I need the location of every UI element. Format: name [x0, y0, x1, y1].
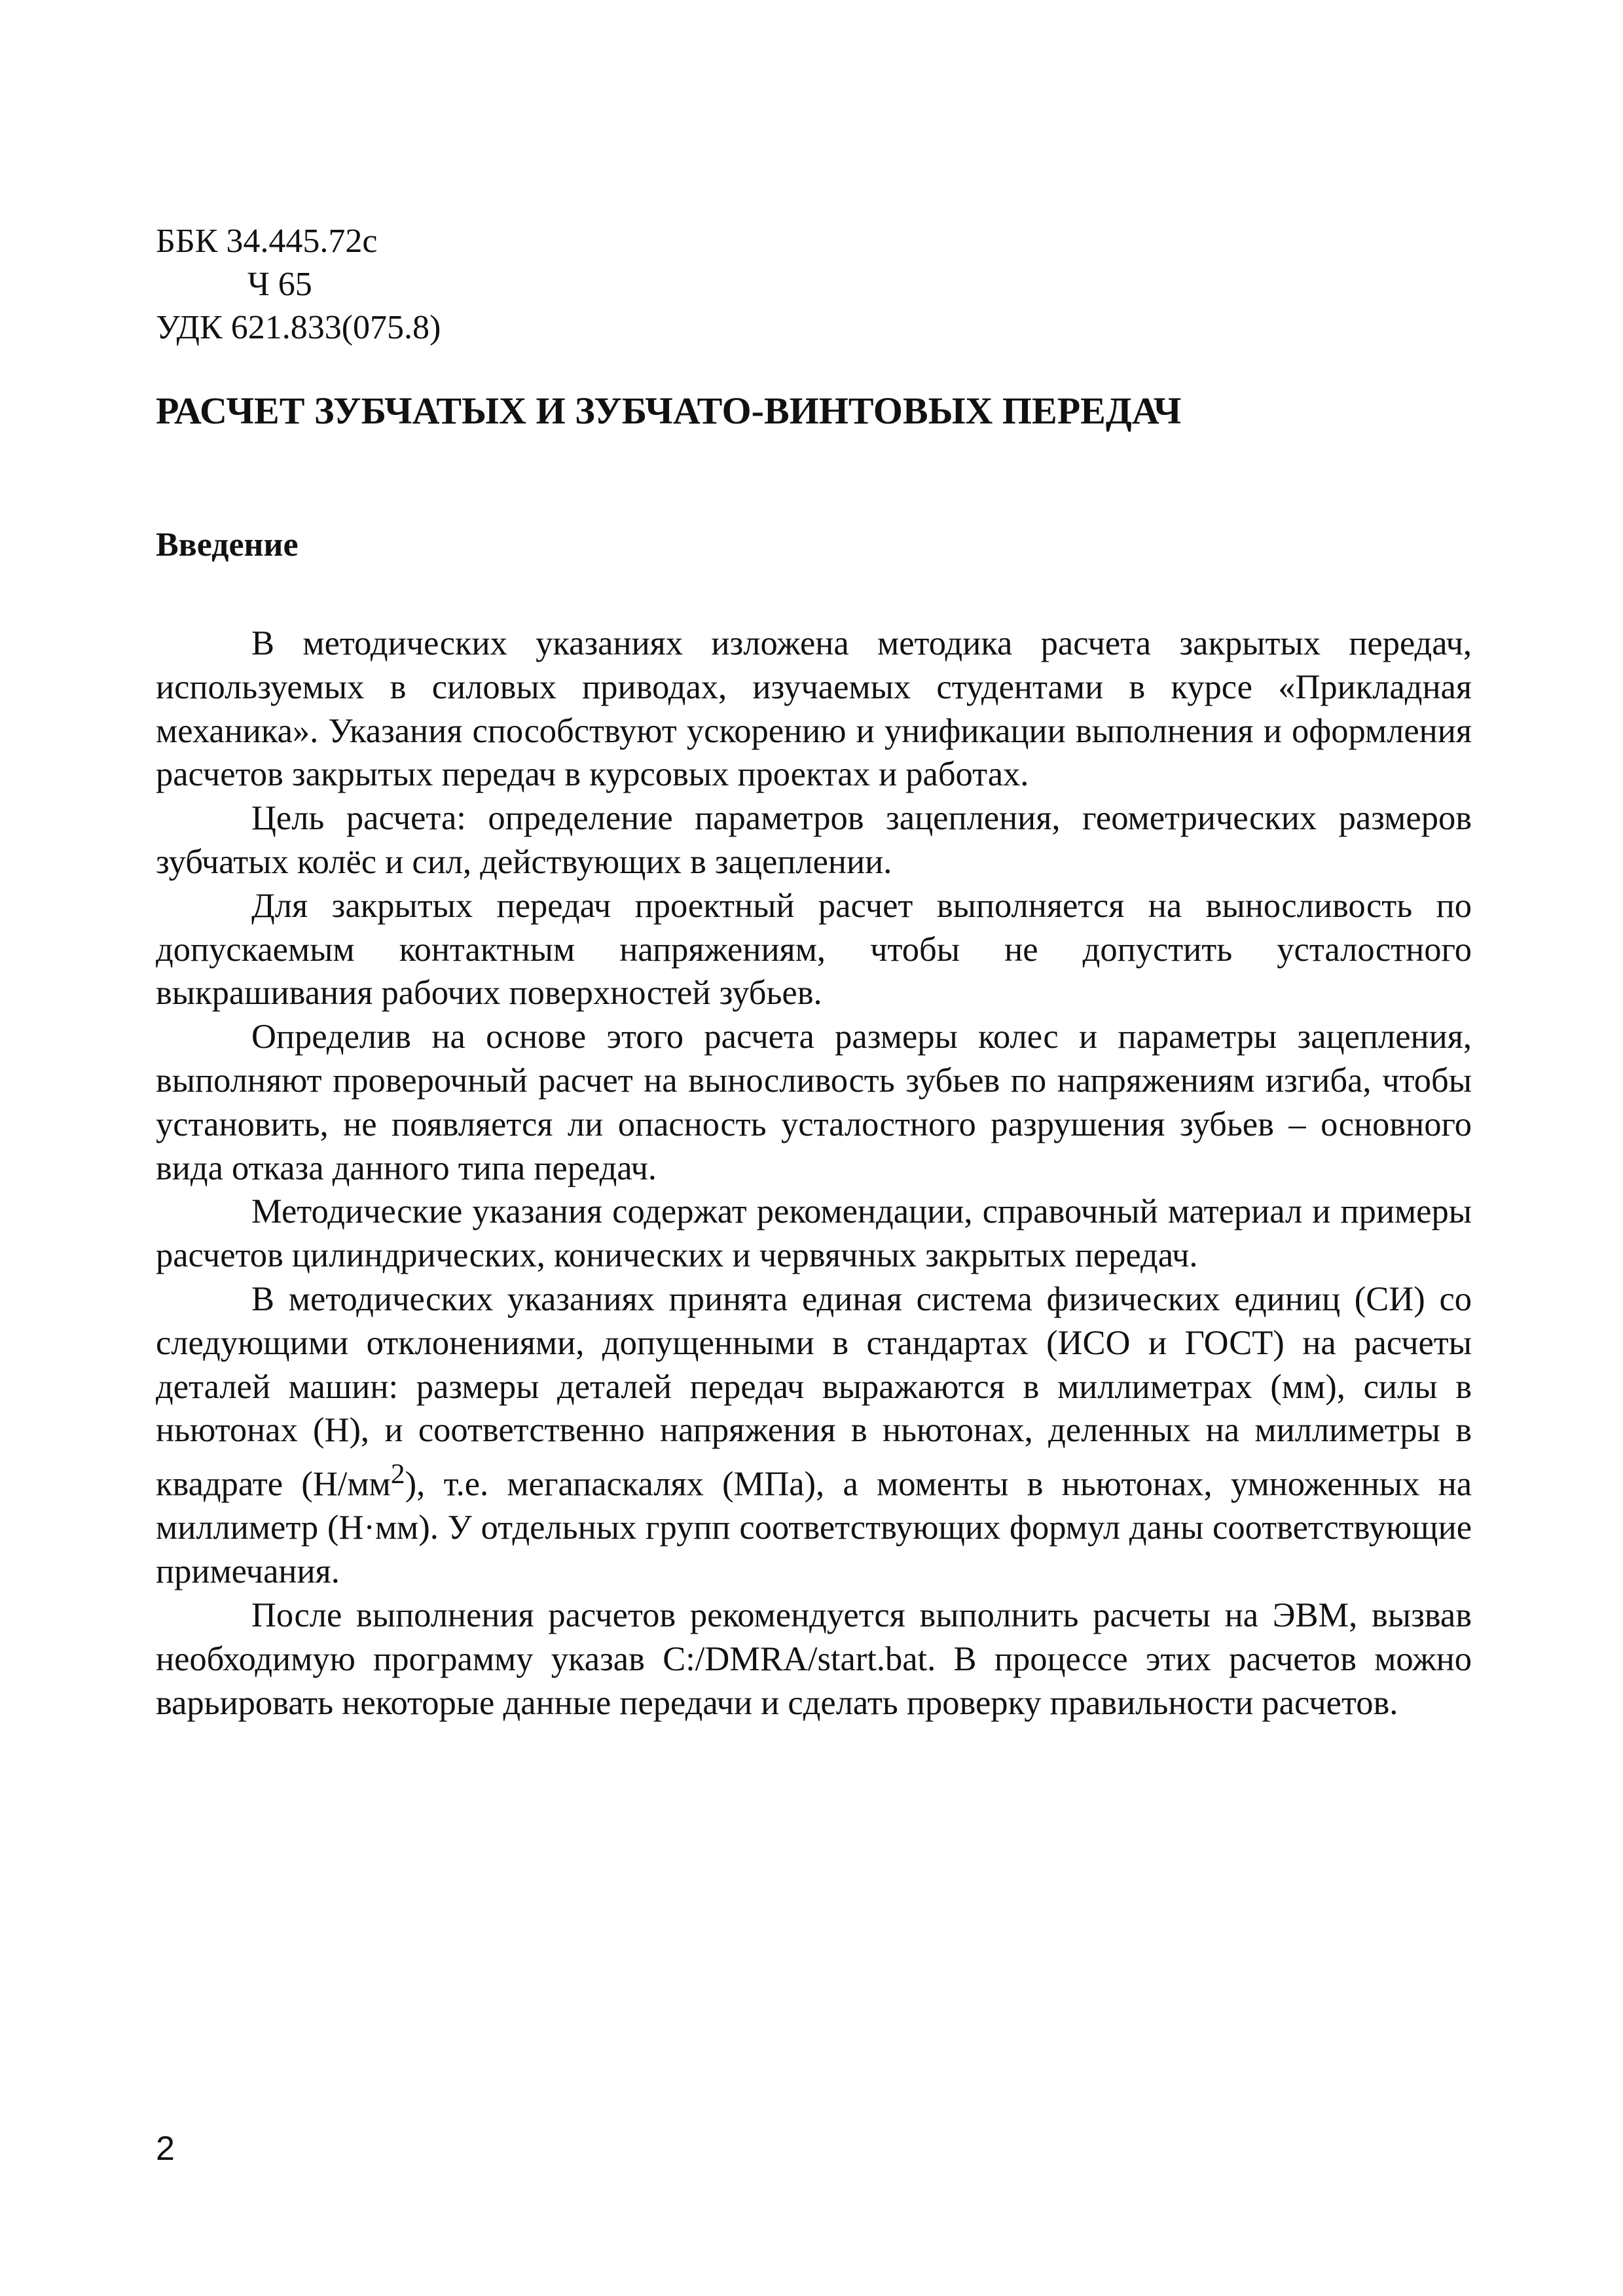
paragraph: Цель расчета: определение параметров зацепления, геометрических размеров зубчатых колёс и сил, действующих в зацеплении. [156, 799, 1472, 881]
paragraph: После выполнения расчетов рекомендуется выполнить расчеты на ЭВМ, вызвав необходимую программу указав C:/DMRA/start.bat. В процессе этих расчетов можно варьировать некоторые данные передачи и сделать проверку правильности расчетов. [156, 1596, 1472, 1722]
units-text-start: В методических указаниях принята единая система физических единиц (СИ) со следующими отклонениями, допущенными в стандартах (ИСО и ГОСТ) на расчеты деталей машин: размеры деталей передач выражаются в миллиметрах (мм), силы в ньютонах (Н), и соответственно напряжения в ньютонах, деленных на миллиметры в квадрате (Н/мм [156, 1280, 1472, 1503]
author-mark: Ч 65 [247, 266, 312, 303]
document-title: РАСЧЕТ ЗУБЧАТЫХ И ЗУБЧАТО-ВИНТОВЫХ ПЕРЕДАЧ [156, 389, 1182, 432]
units-text-end: ), т.е. мегапаскалях (МПа), а моменты в ньютонах, умноженных на миллиметр (Н·мм). У отдельных групп соответствующих формул даны соответствующие примечания. [156, 1465, 1472, 1591]
paragraph: Для закрытых передач проектный расчет выполняется на выносливость по допускаемым контактным напряжениям, чтобы не допустить усталостного выкрашивания рабочих поверхностей зубьев. [156, 886, 1472, 1013]
paragraph: В методических указаниях изложена методика расчета закрытых передач, используемых в силовых приводах, изучаемых студентами в курсе «Прикладная механика». Указания способствуют ускорению и унификации выполнения и оформления расчетов закрытых передач в курсовых проектах и работах. [156, 624, 1472, 794]
section-body [156, 622, 1472, 1725]
section-heading: Введение [156, 526, 299, 564]
udk-code: УДК 621.833(075.8) [156, 309, 441, 346]
page-number: 2 [156, 2130, 175, 2168]
bbk-code: ББК 34.445.72с [156, 223, 378, 260]
paragraph: Определив на основе этого расчета размеры колес и параметры зацепления, выполняют проверочный расчет на выносливость зубьев по напряжениям изгиба, чтобы установить, не появляется ли опасность усталостного разрушения зубьев – основного вида отказа данного типа передач. [156, 1018, 1472, 1187]
paragraph: Методические указания содержат рекомендации, справочный материал и примеры расчетов цилиндрических, конических и червячных закрытых передач. [156, 1193, 1472, 1275]
units-paragraph [156, 1278, 1472, 1594]
squared-superscript: 2 [390, 1458, 405, 1490]
bibliographic-block [156, 220, 441, 350]
